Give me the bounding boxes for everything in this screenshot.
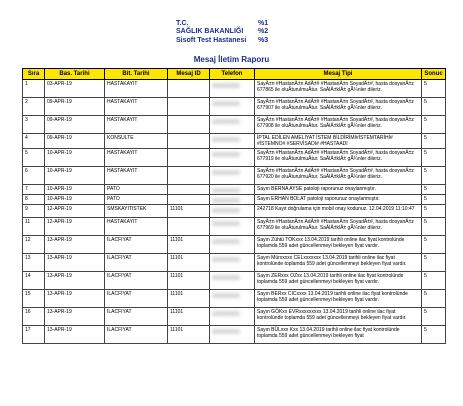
message-id: 11101 <box>168 326 210 344</box>
message-category: HASTAKAYIT <box>105 116 168 134</box>
message-category: HASTAKAYIT <box>105 167 168 185</box>
message-id: 11101 <box>168 205 210 218</box>
column-header: Bit. Tarihi <box>105 69 168 80</box>
redacted-phone-blur <box>212 83 240 88</box>
row-number: 2 <box>23 98 45 116</box>
report-title: Mesaj İletim Raporu <box>193 55 270 64</box>
message-text: SayÄ±n #HastanÄ±n AdÄ±# #HastanÄ±n SoyadÄ±#, hasta dosyanÄ±z 677907 ile oluÅturulmuÅtur. SaÄlÄ±klÄ± gÃ¼nler dileriz. <box>255 98 422 116</box>
phone-redacted <box>210 134 255 149</box>
message-category: PATO <box>105 195 168 205</box>
message-text: Sayın Zühtü TOKxxx 13.04.2019 tarihli online ilac fiyat kontrolünde toplamda 559 adet güncellenmeyi bekleyen fiyat vardır. <box>255 236 422 254</box>
redacted-phone-blur <box>212 198 240 203</box>
row-number: 16 <box>23 308 45 326</box>
message-text: SayÄ±n #HastanÄ±n AdÄ±# #HastanÄ±n SoyadÄ±#, hasta dosyanÄ±z 677969 ile oluÅturulmuÅtur. SaÄlÄ±klÄ± gÃ¼nler dileriz. <box>255 218 422 236</box>
row-number: 4 <box>23 134 45 149</box>
redacted-phone-blur <box>212 208 240 213</box>
phone-redacted <box>210 236 255 254</box>
message-id <box>168 218 210 236</box>
table-body <box>23 80 446 344</box>
result-code: 5 <box>422 80 446 98</box>
table-row <box>23 236 446 254</box>
result-code: 5 <box>422 116 446 134</box>
result-code: 5 <box>422 290 446 308</box>
start-date: 09-APR-19 <box>45 98 105 116</box>
message-category: HASTAKAYIT <box>105 80 168 98</box>
message-category: ILACFIYAT <box>105 308 168 326</box>
start-date: 10-APR-19 <box>45 167 105 185</box>
table-row <box>23 205 446 218</box>
result-code: 5 <box>422 134 446 149</box>
redacted-phone-blur <box>212 188 240 193</box>
message-id <box>168 80 210 98</box>
column-header: Bas. Tarihi <box>45 69 105 80</box>
row-number: 13 <box>23 254 45 272</box>
phone-redacted <box>210 254 255 272</box>
message-category: ILACFIYAT <box>105 290 168 308</box>
message-text: SayÄ±n #HastanÄ±n AdÄ±# #HastanÄ±n SoyadÄ±#, hasta dosyanÄ±z 677865 ile oluÅturulmuÅtur. SaÄlÄ±klÄ± gÃ¼nler dileriz. <box>255 80 422 98</box>
message-text: Sayın Mürxxxxx CELxxxxxxx 13.04.2019 tarihli online ilac fiyat kontrolünde toplamda 559 adet güncellenmeyi bekleyen fiyat vardır. <box>255 254 422 272</box>
header-ministry-code: %2 <box>258 28 269 35</box>
message-category: SMSKAYITISTEK <box>105 205 168 218</box>
start-date: 13-APR-19 <box>45 272 105 290</box>
column-header: Mesaj Tipi <box>255 69 422 80</box>
start-date: 13-APR-19 <box>45 254 105 272</box>
redacted-phone-blur <box>212 137 240 142</box>
message-text: SayÄ±n #HastanÄ±n AdÄ±# #HastanÄ±n SoyadÄ±#, hasta dosyanÄ±z 677920 ile oluÅturulmuÅtur. SaÄlÄ±klÄ± gÃ¼nler dileriz. <box>255 167 422 185</box>
message-id: 11101 <box>168 308 210 326</box>
phone-redacted <box>210 80 255 98</box>
column-header: Sonuc <box>422 69 446 80</box>
message-category: ILACFIYAT <box>105 254 168 272</box>
message-id: 11101 <box>168 254 210 272</box>
message-id <box>168 185 210 195</box>
header-tc-code: %1 <box>258 20 269 27</box>
message-category: HASTAKAYIT <box>105 149 168 167</box>
row-number: 1 <box>23 80 45 98</box>
row-number: 7 <box>23 185 45 195</box>
message-id: 11101 <box>168 236 210 254</box>
redacted-phone-blur <box>212 257 240 262</box>
table-row <box>23 167 446 185</box>
result-code: 5 <box>422 326 446 344</box>
result-code: 5 <box>422 205 446 218</box>
message-id: 11101 <box>168 272 210 290</box>
start-date: 13-APR-19 <box>45 326 105 344</box>
result-code: 5 <box>422 254 446 272</box>
phone-redacted <box>210 290 255 308</box>
message-text: Sayın GÖKxx EVRxxxxxxxxx 13.04.2019 tarihli online ilac fiyat kontrolünde toplamda 559 adet güncellenmeyi bekleyen fiyat vardır. <box>255 308 422 326</box>
redacted-phone-blur <box>212 119 240 124</box>
redacted-phone-blur <box>212 170 240 175</box>
redacted-phone-blur <box>212 221 240 226</box>
row-number: 5 <box>23 149 45 167</box>
start-date: 10-APR-19 <box>45 195 105 205</box>
message-text: SayÄ±n #HastanÄ±n AdÄ±# #HastanÄ±n SoyadÄ±#, hasta dosyanÄ±z 677908 ile oluÅturulmuÅtur. SaÄlÄ±klÄ± gÃ¼nler dileriz. <box>255 116 422 134</box>
table-row <box>23 272 446 290</box>
message-category: ILACFIYAT <box>105 272 168 290</box>
table-row <box>23 326 446 344</box>
message-category: HASTAKAYIT <box>105 98 168 116</box>
redacted-phone-blur <box>212 311 240 316</box>
message-id <box>168 134 210 149</box>
message-id: 11101 <box>168 290 210 308</box>
message-text: Sayın ERHAN BOLAT patoloji raporunuz onaylanmıştır. <box>255 195 422 205</box>
redacted-phone-blur <box>212 329 240 334</box>
phone-redacted <box>210 326 255 344</box>
row-number: 8 <box>23 195 45 205</box>
result-code: 5 <box>422 185 446 195</box>
table-row <box>23 80 446 98</box>
phone-redacted <box>210 167 255 185</box>
result-code: 5 <box>422 149 446 167</box>
message-id <box>168 195 210 205</box>
phone-redacted <box>210 218 255 236</box>
row-number: 6 <box>23 167 45 185</box>
column-header: Sıra <box>23 69 45 80</box>
result-code: 5 <box>422 308 446 326</box>
message-text: İPTAL EDİLEN AMELİYAT İSTEM BİLDİRİMİ#İSTEMTARİHİ# #İSTEMNO# #SERVİSADI# #HASTAADI <box>255 134 422 149</box>
message-text: Sayın ZERxxx OZxx 13.04.2019 tarihli online ilac fiyat kontrolünde toplamda 559 adet güncellenmeyi bekleyen fiyat vardır. <box>255 272 422 290</box>
table-row <box>23 149 446 167</box>
message-text: SayÄ±n #HastanÄ±n AdÄ±# #HastanÄ±n SoyadÄ±#, hasta dosyanÄ±z 677919 ile oluÅturulmuÅtur. SaÄlÄ±klÄ± gÃ¼nler dileriz. <box>255 149 422 167</box>
table-row <box>23 98 446 116</box>
message-id <box>168 116 210 134</box>
redacted-phone-blur <box>212 239 240 244</box>
redacted-phone-blur <box>212 152 240 157</box>
message-text: 242718 Kayıt doğrulama için mobil onay kodunuz. 12.04.2019 11:10:47 <box>255 205 422 218</box>
phone-redacted <box>210 205 255 218</box>
row-number: 14 <box>23 272 45 290</box>
header-ministry: SAĞLIK BAKANLIĞI <box>176 28 244 35</box>
redacted-phone-blur <box>212 293 240 298</box>
phone-redacted <box>210 116 255 134</box>
start-date: 13-APR-19 <box>45 290 105 308</box>
message-category: KONSULTE <box>105 134 168 149</box>
header-tc: T.C. <box>176 20 189 27</box>
start-date: 10-APR-19 <box>45 149 105 167</box>
redacted-phone-blur <box>212 275 240 280</box>
phone-redacted <box>210 195 255 205</box>
message-category: ILACFIYAT <box>105 326 168 344</box>
table-row <box>23 290 446 308</box>
row-number: 3 <box>23 116 45 134</box>
row-number: 9 <box>23 205 45 218</box>
table-row <box>23 134 446 149</box>
start-date: 13-APR-19 <box>45 236 105 254</box>
message-id <box>168 167 210 185</box>
header-hospital: Sisoft Test Hastanesi <box>176 37 247 44</box>
row-number: 15 <box>23 290 45 308</box>
result-code: 5 <box>422 195 446 205</box>
message-category: PATO <box>105 185 168 195</box>
column-header: Telefon <box>210 69 255 80</box>
phone-redacted <box>210 272 255 290</box>
message-category: ILACFIYAT <box>105 236 168 254</box>
phone-redacted <box>210 149 255 167</box>
column-header: Mesaj ID <box>168 69 210 80</box>
table-row <box>23 254 446 272</box>
table-row <box>23 116 446 134</box>
result-code: 5 <box>422 272 446 290</box>
message-id <box>168 98 210 116</box>
start-date: 12-APR-19 <box>45 205 105 218</box>
message-id <box>168 149 210 167</box>
result-code: 5 <box>422 236 446 254</box>
start-date: 10-APR-19 <box>45 185 105 195</box>
message-text: Sayın BERxx CICxxxx 13.04.2019 tarihli online ilac fiyat kontrolünde toplamda 559 adet güncellenmeyi bekleyen fiyat vardır. <box>255 290 422 308</box>
start-date: 09-APR-19 <box>45 134 105 149</box>
table-header-row <box>23 69 446 80</box>
start-date: 09-APR-19 <box>45 116 105 134</box>
result-code: 5 <box>422 218 446 236</box>
table-row <box>23 185 446 195</box>
table-row <box>23 218 446 236</box>
phone-redacted <box>210 308 255 326</box>
start-date: 13-APR-19 <box>45 308 105 326</box>
message-report-table <box>22 68 446 344</box>
result-code: 5 <box>422 167 446 185</box>
start-date: 12-APR-19 <box>45 218 105 236</box>
result-code: 5 <box>422 98 446 116</box>
phone-redacted <box>210 98 255 116</box>
row-number: 12 <box>23 236 45 254</box>
table-row <box>23 195 446 205</box>
row-number: 11 <box>23 218 45 236</box>
message-text: Sayın BÜLxxx Kxx 13.04.2019 tarihli online ilac fiyat kontrolünde toplamda 559 adet güncellenmeyi bekleyen fiyat <box>255 326 422 344</box>
redacted-phone-blur <box>212 101 240 106</box>
row-number: 17 <box>23 326 45 344</box>
header-hospital-code: %3 <box>258 37 269 44</box>
message-category: HASTAKAYIT <box>105 218 168 236</box>
table-row <box>23 308 446 326</box>
start-date: 03-APR-19 <box>45 80 105 98</box>
message-text: Sayın BERNA AYSE patoloji raporunuz onaylanmıştır. <box>255 185 422 195</box>
phone-redacted <box>210 185 255 195</box>
